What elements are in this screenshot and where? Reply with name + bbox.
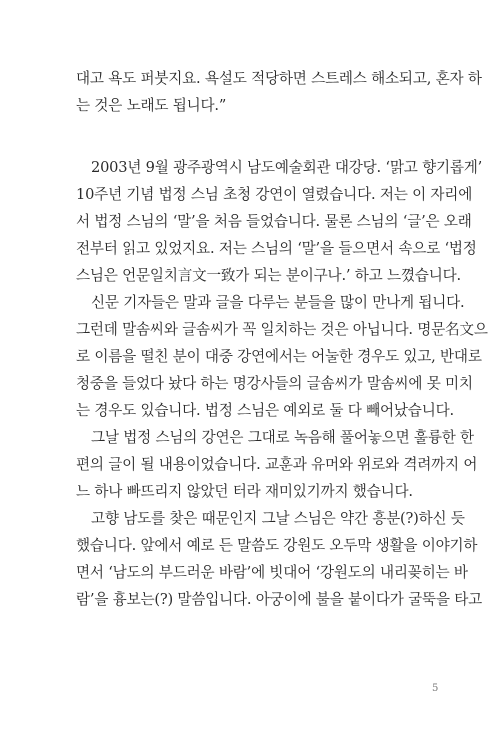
text-line: 청중을 들었다 놨다 하는 명강사들의 글솜씨가 말솜씨에 못 미치 [76,375,473,392]
text-line: 는 경우도 있습니다. 법정 스님은 예외로 둘 다 빼어났습니다. [76,402,454,419]
text-line: 면서 ‘남도의 부드러운 바람’에 빗대어 ‘강원도의 내리꽂히는 바 [76,564,468,581]
text-line: 고향 남도를 찾은 때문인지 그날 스님은 약간 흥분(?)하신 듯 [91,510,465,527]
text-line: 느 하나 빠뜨리지 않았던 터라 재미있기까지 했습니다. [76,483,413,500]
text-line: 로 이름을 떨친 분이 대중 강연에서는 어눌한 경우도 있고, 반대로 [76,348,482,365]
text-line: 람’을 흉보는(?) 말씀입니다. 아궁이에 불을 붙이다가 굴뚝을 타고 [76,591,483,608]
page-number: 5 [432,683,439,694]
text-line: 편의 글이 될 내용이었습니다. 교훈과 유머와 위로와 격려까지 어 [76,456,478,473]
text-line: 서 법정 스님의 ‘말’을 처음 들었습니다. 물론 스님의 ‘글’은 오래 [76,213,472,230]
text-line: 10주년 기념 법정 스님 초청 강연이 열렸습니다. 저는 이 자리에 [76,186,473,203]
text-line: 스님은 언문일치言文一致가 되는 분이구나.’ 하고 느꼈습니다. [76,267,461,284]
text-line: 신문 기자들은 말과 글을 다루는 분들을 많이 만나게 됩니다. [91,294,465,311]
text-line: 대고 욕도 퍼붓지요. 욕설도 적당하면 스트레스 해소되고, 혼자 하 [76,70,482,87]
text-line: 2003년 9월 광주광역시 남도예술회관 대강당. ‘맑고 향기롭게’ [91,159,483,176]
text-line: 그날 법정 스님의 강연은 그대로 녹음해 풀어놓으면 훌륭한 한 [91,429,474,446]
text-line: 그런데 말솜씨와 글솜씨가 꼭 일치하는 것은 아닙니다. 명문名文으 [76,321,488,338]
text-line: 했습니다. 앞에서 예로 든 말씀도 강원도 오두막 생활을 이야기하 [76,537,478,554]
text-line: 전부터 읽고 있었지요. 저는 스님의 ‘말’을 들으면서 속으로 ‘법정 [76,240,477,257]
text-line: 는 것은 노래도 됩니다.” [76,97,227,114]
